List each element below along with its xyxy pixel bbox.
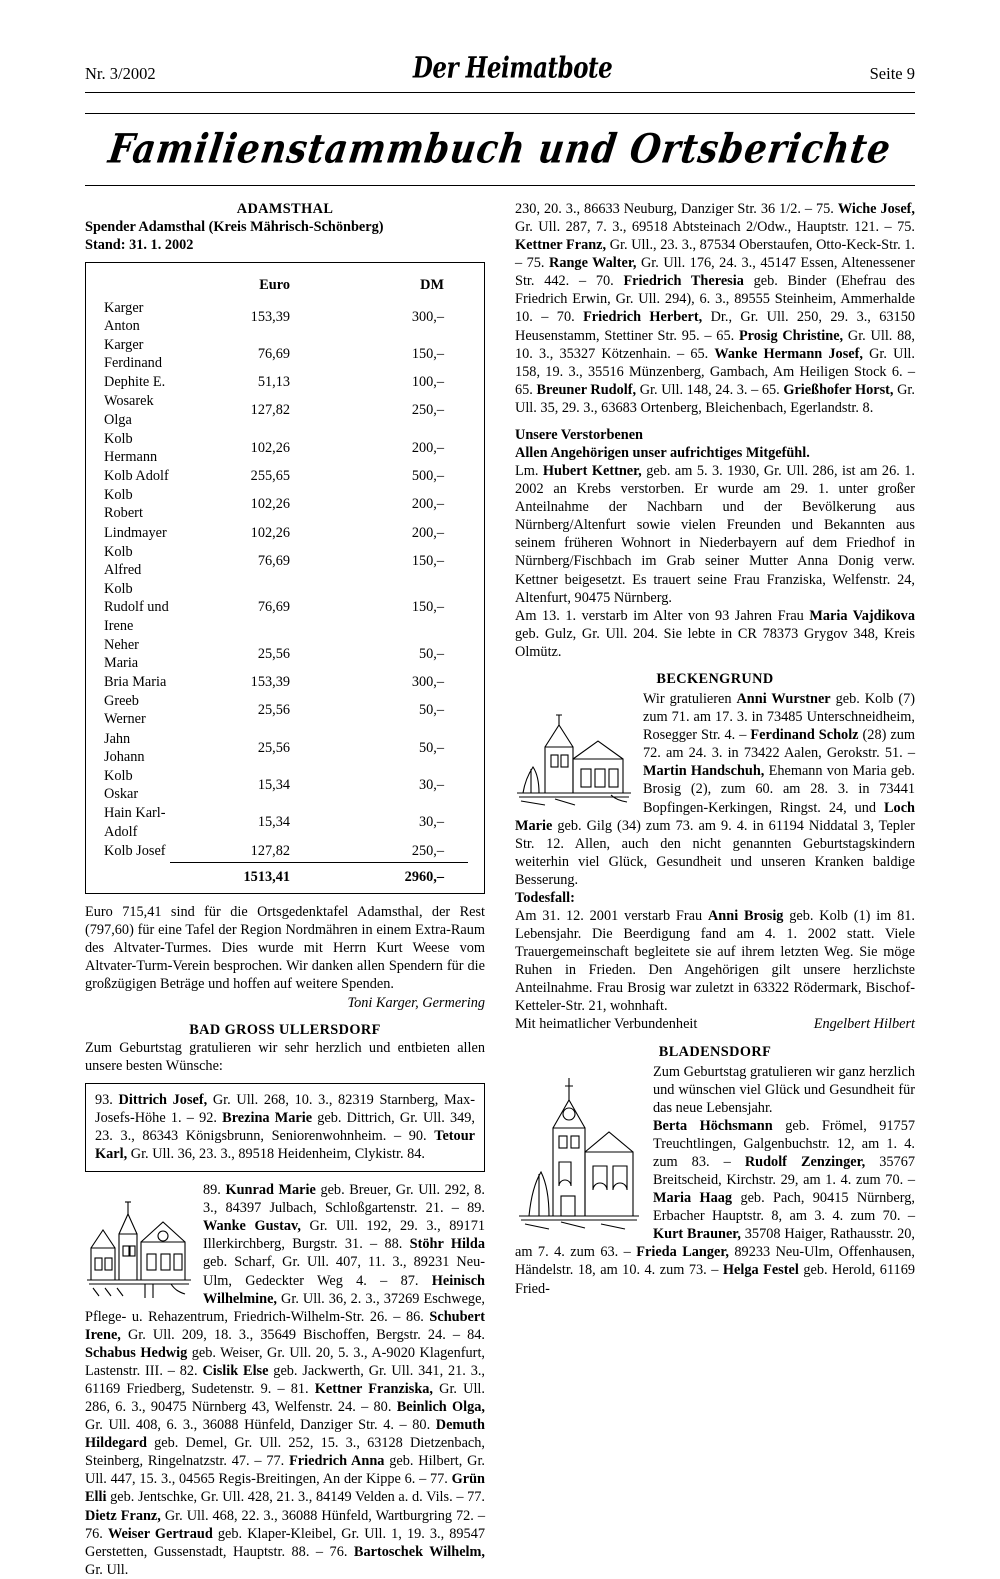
donor-name: Kolb Adolf — [104, 468, 169, 485]
person-name: Maria Vajdikova — [809, 607, 915, 624]
amount-dm: 100,– — [411, 374, 444, 391]
person-name: Martin Handschuh, — [643, 763, 765, 780]
col-dm: DM — [420, 276, 444, 293]
adamsthal-subtitle-2: Stand: 31. 1. 2002 — [85, 237, 194, 254]
section-banner-title: Familienstammbuch und Ortsberichte — [105, 125, 895, 173]
person-name: Grün Elli — [85, 1471, 485, 1506]
donor-name: Wosarek Olga — [104, 393, 154, 428]
amount-dm: 300,– — [411, 674, 444, 691]
person-name: Frieda Langer, — [636, 1244, 729, 1261]
person-name: Friedrich Anna — [289, 1453, 385, 1470]
masthead — [85, 51, 915, 85]
body-text: Gr. Ull. 468, 22. 3., 36088 Hünfeld, Wartburgring 72. – 76. — [85, 1507, 485, 1542]
body-text: Am 13. 1. verstarb im Alter von 93 Jahren Frau — [515, 607, 810, 624]
table-row — [90, 635, 468, 672]
person-name: Kunrad Marie — [225, 1182, 316, 1199]
body-text: geb. Jackwerth, Gr. Ull. 341, 21. 3., 61169 Friedberg, Sudetenstr. 9. – 81. — [85, 1362, 485, 1397]
bgu-body-block — [85, 1181, 485, 1579]
body-text: Gr. Ull. 209, 18. 3., 35649 Bischoffen, Bergstr. 24. – 84. — [120, 1326, 485, 1343]
donor-name: Neher Maria — [104, 636, 139, 671]
page-number: Seite 9 — [869, 64, 915, 83]
person-name: Dittrich Josef, — [118, 1091, 208, 1108]
person-name: Loch Marie — [515, 799, 915, 834]
table-row — [90, 429, 468, 466]
person-name: Kettner Franziska, — [314, 1380, 433, 1397]
body-text: geb. Kolb (1) im 81. Lebensjahr. Die Beerdigung fand am 4. 1. 2002 statt. Viele Trauergemeinschaft begleitete sie auf ihrem letzten Weg. Sie möge Ruhen in Frieden. Den Angehörigen gilt unsere herzlichste Anteilnahme. Frau Brosig war zuletzt in 63322 Rödermark, Bischof-Ketteler-Str. 21, wohnhaft. — [515, 907, 915, 1015]
beckengrund-closing: Mit heimatlicher Verbundenheit — [515, 1016, 698, 1033]
body-text: geb. Weiser, Gr. Ull. 20, 5. 3., A-9020 Klagenfurt, Lastenstr. III. – 82. — [85, 1344, 485, 1379]
bladensdorf-intro: Zum Geburtstag gratulieren wir ganz herzlich und wünschen viel Glück und Gesundheit für das neue Lebensjahr. — [653, 1063, 915, 1116]
donor-name: Kolb Josef — [104, 842, 166, 859]
amount-euro: 255,65 — [250, 468, 290, 485]
body-text: Gr. Ull. 88, 10. 3., 35327 Kötzenhain. – 65. — [515, 327, 915, 362]
right-column — [515, 200, 915, 1298]
body-text: geb. am 5. 3. 1930, Gr. Ull. 286, ist am 26. 1. 2002 an Krebs verstorben. Er wurde am 29. 1. unter großer Anteilnahme der Nachbarn und der Bevölkerung aus Nürnberg/Altenfurt sowie vielen Freunden und Bekannten aus seinem früheren Wohnort in Niederbayern auf dem Friedhof in Nürnberg/Fischbach im Grab seiner Mutter Anna Donig verw. Kettner beigesetzt. Es trauert seine Frau Franziska, Welfenstr. 24, Altenfurt, 90475 Nürnberg. — [515, 463, 915, 606]
body-text: geb. Gulz, Gr. Ull. 204. Sie lebte in CR 78373 Grygov 348, Kreis Olmütz. — [515, 625, 915, 660]
person-name: Kurt Brauner, — [653, 1226, 741, 1243]
bgu-title: BAD GROSS ULLERSDORF — [189, 1021, 381, 1038]
total-dm: 2960,– — [404, 869, 444, 886]
donor-name: Kolb Alfred — [104, 544, 142, 579]
col-euro: Euro — [259, 276, 290, 293]
body-text: Dr., Gr. Ull. 250, 29. 3., 63150 Heusenstamm, Stettiner Str. 95. – 65. — [515, 309, 915, 344]
body-text: 93. — [95, 1091, 119, 1108]
body-text: Wir gratulieren — [643, 691, 737, 708]
ullersdorf-continued — [515, 200, 915, 417]
amount-euro: 102,26 — [250, 524, 290, 541]
body-text: geb. Pach, 90415 Nürnberg, Erbacher Hauptstr. 8, am 3. 4. zum 70. – — [653, 1190, 915, 1225]
table-row — [90, 373, 468, 392]
section-banner — [85, 115, 915, 183]
table-row — [90, 729, 468, 766]
amount-euro: 15,34 — [257, 814, 290, 831]
body-text: geb. Herold, 61169 Fried- — [515, 1262, 916, 1297]
person-name: Hubert Kettner, — [542, 463, 642, 480]
table-row — [90, 523, 468, 542]
body-text: Gr. Ull. 176, 24. 3., 45147 Essen, Altenessener Str. 442. – 70. — [515, 255, 916, 290]
person-name: Schubert Irene, — [85, 1308, 485, 1343]
body-text: 35708 Haiger, Rathausstr. 20, am 7. 4. zum 63. – — [515, 1226, 915, 1261]
person-name: Dietz Franz, — [85, 1507, 161, 1524]
body-text: Gr. Ull. 268, 10. 3., 82319 Starnberg, Max-Josefs-Höhe 1. – 92. — [95, 1091, 475, 1126]
body-text: 230, 20. 3., 86633 Neuburg, Danziger Str. 36 1/2. – 75. — [515, 201, 838, 217]
bgu-birthday-box — [85, 1083, 485, 1172]
person-name: Prosig Christine, — [738, 327, 844, 344]
amount-dm: 250,– — [411, 402, 444, 419]
person-name: Rudolf Zenzinger, — [744, 1153, 866, 1170]
beckengrund-closing-line — [515, 1015, 915, 1033]
donor-name: Greeb Werner — [104, 693, 146, 728]
amount-euro: 127,82 — [250, 842, 290, 859]
person-name: Brezina Marie — [222, 1109, 313, 1126]
left-column — [85, 200, 485, 1579]
beckengrund-signature: Engelbert Hilbert — [813, 1016, 915, 1033]
amount-dm: 150,– — [411, 553, 444, 570]
person-name: Tetour Karl, — [95, 1127, 475, 1163]
body-text: 89233 Neu-Ulm, Offenhausen, Händelstr. 18, am 10. 4. zum 73. – — [515, 1244, 915, 1279]
body-text: 35767 Breitscheid, Kirchstr. 29, am 1. 4. zum 70. – — [653, 1153, 915, 1189]
person-name: Friedrich Theresia — [623, 273, 744, 290]
donor-name: Karger Anton — [104, 299, 144, 334]
table-row — [90, 580, 468, 635]
donation-table — [90, 275, 468, 887]
donor-name: Kolb Robert — [104, 487, 143, 522]
amount-dm: 300,– — [411, 308, 444, 325]
amount-dm: 30,– — [418, 814, 444, 831]
total-euro: 1513,41 — [243, 869, 290, 886]
amount-dm: 200,– — [411, 496, 444, 513]
issue-number: Nr. 3/2002 — [85, 64, 156, 83]
body-text: Gr. Ull. 36, 2. 3., 37269 Eschwege, Pflege- u. Rehazentrum, Friedrich-Wilhelm-Str. 26. – 86. — [85, 1290, 485, 1325]
todesfall-heading: Todesfall: — [515, 889, 575, 906]
amount-euro: 127,82 — [250, 402, 290, 419]
person-name: Grießhofer Horst, — [783, 381, 894, 398]
body-text: geb. Frömel, 91757 Treuchtlingen, Galgenbuchstr. 12, am 1. 4. zum 83. – — [653, 1117, 915, 1170]
body-text: geb. Dittrich, Gr. Ull. 349, 23. 3., 86343 Königsbrunn, Seniorenwohnheim. – 90. — [95, 1109, 475, 1144]
body-text: geb. Jentschke, Gr. Ull. 428, 21. 3., 84149 Velden a. d. Vils. – 77. — [106, 1489, 485, 1506]
amount-euro: 102,26 — [250, 439, 290, 456]
body-text: geb. Gilg (34) zum 73. am 9. 4. in 61194 Niddatal 3, Tepler Str. 12. Allen, auch den nicht genannten Geburtstagskindern weiterhin viel Glück, Gesundheit und unseren Kranken baldige Besserung. — [515, 817, 915, 888]
person-name: Friedrich Herbert, — [583, 309, 703, 326]
body-text: geb. Scharf, Gr. Ull. 407, 11. 3., 89231 Neu-Ulm, Gedeckter Weg 4. – 87. — [203, 1254, 485, 1289]
person-name: Helga Festel — [722, 1262, 799, 1279]
donor-name: Kolb Rudolf und Irene — [104, 581, 169, 634]
bgu-box-text — [95, 1091, 475, 1163]
person-name: Wanke Gustav, — [203, 1218, 301, 1235]
donor-name: Lindmayer — [104, 524, 167, 541]
table-row — [90, 766, 468, 803]
total-label — [90, 863, 170, 887]
body-text: geb. Hilbert, Gr. Ull. 447, 15. 3., 04565 Regis-Breitingen, An der Kippe 6. – 77. — [85, 1453, 486, 1488]
person-name: Anni Brosig — [707, 907, 784, 924]
table-row — [90, 692, 468, 729]
donor-name: Jahn Johann — [104, 730, 145, 765]
amount-dm: 200,– — [411, 439, 444, 456]
body-text: geb. Breuer, Gr. Ull. 292, 8. 3., 84397 Julbach, Schloßgartenstr. 21. – 89. — [203, 1182, 485, 1217]
table-row — [90, 486, 468, 523]
person-name: Wanke Hermann Josef, — [714, 345, 863, 362]
adamsthal-paragraph: Euro 715,41 sind für die Ortsgedenktafel Adamsthal, der Rest (797,60) für eine Tafel der Region Nordmähren in einem Extra-Raum des Altvater-Turmes. Dies wurde mit Herrn Kurt Weese vom Altvater-Turm-Verein besprochen. Wir danken allen Spendern für die großzügigen Beträge und hoffen auf weitere Spenden. — [85, 904, 485, 993]
table-row — [90, 298, 468, 335]
table-row — [90, 335, 468, 372]
table-row — [90, 841, 468, 860]
body-text: geb. Demel, Gr. Ull. 252, 15. 3., 63128 Dietzenbach, Steinberg, Ringelnatzstr. 47. – 77. — [85, 1435, 485, 1470]
amount-dm: 500,– — [411, 468, 444, 485]
donation-table-body — [90, 298, 468, 887]
donor-name: Kolb Oskar — [104, 768, 139, 803]
person-name: Bartoschek Wilhelm, — [353, 1543, 485, 1560]
amount-euro: 25,56 — [257, 702, 290, 719]
body-text: 89. — [203, 1182, 226, 1199]
body-text: Gr. Ull. 408, 6. 3., 36088 Hünfeld, Danziger Str. 4. – 80. — [85, 1417, 436, 1434]
amount-dm: 50,– — [418, 702, 444, 719]
body-text: Ehemann von Maria geb. Brosig (2), zum 60. am 28. 3. in 73441 Bopfingen-Kerkingen, Ringst. 24, und — [643, 763, 915, 816]
person-name: Stöhr Hilda — [409, 1236, 486, 1253]
amount-euro: 102,26 — [250, 496, 290, 513]
bladensdorf-title: BLADENSDORF — [658, 1043, 772, 1060]
banner-rule-top — [85, 113, 915, 114]
body-text: Am 31. 12. 2001 verstarb Frau — [515, 907, 708, 924]
body-text: Lm. — [515, 463, 543, 480]
person-name: Demuth Hildegard — [85, 1417, 485, 1452]
church-illustration-1 — [85, 1184, 193, 1302]
person-name: Breuner Rudolf, — [536, 381, 637, 398]
person-name: Berta Höchsmann — [653, 1117, 773, 1134]
person-name: Anni Wurstner — [736, 691, 831, 708]
body-text: Gr. Ull. — [85, 1561, 129, 1578]
amount-euro: 76,69 — [257, 345, 290, 362]
church-illustration-3 — [515, 1066, 643, 1236]
verstorbene-heading-1: Unsere Verstorbenen — [515, 426, 644, 443]
person-name: Heinisch Wilhelmine, — [203, 1272, 485, 1307]
header-rule — [85, 92, 915, 93]
table-row — [90, 542, 468, 579]
table-row — [90, 392, 468, 429]
table-total-row — [90, 863, 468, 887]
body-text: geb. Klaper-Kleibel, Gr. Ull. 1, 19. 3., 89547 Gerstetten, Gussenstadt, Hauptstr. 88. – 76. — [85, 1525, 486, 1560]
adamsthal-signature: Toni Karger, Germering — [347, 994, 485, 1011]
person-name: Kettner Franz, — [515, 237, 607, 254]
todesfall-body — [515, 907, 915, 1015]
donor-name: Karger Ferdinand — [104, 336, 162, 371]
beckengrund-block — [515, 670, 915, 889]
body-text: geb. Binder (Ehefrau des Friedrich Erwin, Gr. Ull. 294), 6. 3., 89555 Steinheim, Ammerhalde 10. – 70. — [515, 273, 915, 326]
church-illustration-2 — [515, 693, 633, 811]
person-name: Wiche Josef, — [837, 201, 915, 217]
amount-dm: 50,– — [418, 739, 444, 756]
bladensdorf-block — [515, 1043, 915, 1298]
amount-dm: 200,– — [411, 524, 444, 541]
body-text: Gr. Ull. 158, 19. 3., 35516 Münzenberg, Gambach, Am Heiligen Stock 6. – 65. — [515, 345, 915, 398]
amount-euro: 76,69 — [257, 553, 290, 570]
body-text: Gr. Ull. 287, 7. 3., 69518 Abtsteinach 2/Odw., Hauptstr. 121. – 75. — [515, 219, 915, 236]
amount-euro: 153,39 — [250, 308, 290, 325]
donor-name: Kolb Hermann — [104, 430, 158, 465]
amount-dm: 150,– — [411, 345, 444, 362]
table-row — [90, 673, 468, 692]
donor-name: Bria Maria — [104, 674, 167, 691]
body-text: Gr. Ull. 148, 24. 3. – 65. — [636, 381, 784, 398]
amount-euro: 76,69 — [257, 599, 290, 616]
amount-dm: 50,– — [418, 645, 444, 662]
body-text: Gr. Ull. 192, 29. 3., 89171 Illerkirchberg, Burgstr. 31. – 88. — [203, 1218, 485, 1253]
person-name: Cislik Else — [202, 1362, 269, 1379]
person-name: Weiser Gertraud — [107, 1525, 213, 1542]
person-name: Schabus Hedwig — [85, 1344, 188, 1361]
table-header-row — [90, 275, 468, 298]
amount-dm: 150,– — [411, 599, 444, 616]
body-text: Gr. Ull. 36, 23. 3., 89518 Heidenheim, Clykistr. 84. — [127, 1146, 426, 1163]
amount-euro: 15,34 — [257, 777, 290, 794]
table-row — [90, 804, 468, 841]
amount-dm: 250,– — [411, 842, 444, 859]
donor-name: Dephite E. — [104, 374, 166, 391]
body-text: Gr. Ull., 23. 3., 87534 Oberstaufen, Otto-Keck-Str. 1. – 75. — [515, 237, 915, 272]
person-name: Ferdinand Scholz — [750, 727, 859, 744]
beckengrund-title: BECKENGRUND — [656, 670, 774, 687]
body-text: (28) zum 72. am 24. 3. in 73422 Aalen, Gerokstr. 51. – — [643, 727, 915, 762]
body-text: geb. Kolb (7) zum 71. am 17. 3. in 73485 Unterschneidheim, Rosegger Str. 4. – — [643, 691, 915, 744]
verstorbene-body — [515, 462, 915, 607]
table-row — [90, 467, 468, 486]
person-name: Beinlich Olga, — [396, 1399, 486, 1416]
col-name — [90, 275, 170, 298]
adamsthal-title: ADAMSTHAL — [236, 201, 334, 217]
verstorbene-body-2 — [515, 607, 915, 661]
donor-name: Hain Karl-Adolf — [104, 805, 166, 840]
amount-dm: 30,– — [418, 777, 444, 794]
adamsthal-subtitle-1: Spender Adamsthal (Kreis Mährisch-Schönberg) — [85, 219, 384, 236]
amount-euro: 25,56 — [257, 739, 290, 756]
bgu-intro: Zum Geburtstag gratulieren wir sehr herzlich und entbieten allen unsere besten Wünsche: — [85, 1039, 485, 1074]
amount-euro: 51,13 — [257, 374, 290, 391]
paper-title: Der Heimatbote — [412, 51, 613, 85]
banner-rule-bottom — [85, 185, 915, 186]
amount-euro: 153,39 — [250, 674, 290, 691]
person-name: Range Walter, — [549, 255, 637, 272]
amount-euro: 25,56 — [257, 645, 290, 662]
body-text: Gr. Ull. 286, 6. 3., 90475 Nürnberg 43, Welfenstr. 24. – 80. — [85, 1380, 485, 1416]
body-text: Gr. Ull. 35, 29. 3., 63683 Ortenberg, Bleichenbach, Egerlandstr. 8. — [515, 381, 915, 416]
person-name: Maria Haag — [653, 1190, 733, 1207]
donation-table-wrapper — [85, 262, 485, 894]
verstorbene-heading-2: Allen Angehörigen unser aufrichtiges Mitgefühl. — [515, 445, 810, 462]
